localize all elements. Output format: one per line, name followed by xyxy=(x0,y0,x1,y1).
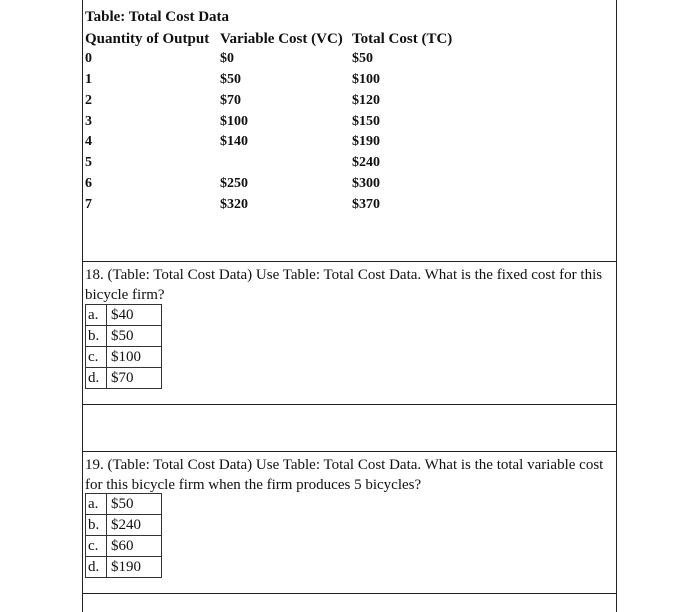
table-cell-total-cost: $240 xyxy=(352,155,380,170)
table-cell-quantity: 7 xyxy=(85,197,92,212)
answer-option-d[interactable] xyxy=(86,368,162,389)
question-18-options xyxy=(85,304,162,389)
option-text: $50 xyxy=(107,326,162,347)
option-text: $240 xyxy=(107,515,162,536)
option-text: $40 xyxy=(107,305,162,326)
option-letter: a. xyxy=(86,305,107,326)
table-cell-quantity: 0 xyxy=(85,51,92,66)
table-cell-total-cost: $50 xyxy=(352,51,373,66)
table-cell-variable-cost: $140 xyxy=(220,134,248,149)
table-cell-quantity: 6 xyxy=(85,176,92,191)
table-cell-quantity: 1 xyxy=(85,72,92,87)
divider-line xyxy=(82,593,617,594)
option-letter: d. xyxy=(86,368,107,389)
table-cell-quantity: 5 xyxy=(85,155,92,170)
question-19-options xyxy=(85,493,162,578)
answer-option-a[interactable] xyxy=(86,494,162,515)
column-header-quantity: Quantity of Output xyxy=(85,31,210,47)
left-border xyxy=(82,0,83,612)
table-cell-variable-cost: $0 xyxy=(220,51,234,66)
option-letter: c. xyxy=(86,536,107,557)
option-text: $60 xyxy=(107,536,162,557)
answer-option-c[interactable] xyxy=(86,536,162,557)
divider-line xyxy=(82,404,617,405)
divider-line xyxy=(82,451,617,452)
table-cell-quantity: 4 xyxy=(85,134,92,149)
table-cell-variable-cost: $100 xyxy=(220,114,248,129)
question-19-text: 19. (Table: Total Cost Data) Use Table: Total Cost Data. What is the total variable cost for this bicycle firm when the firm produces 5 bicycles? xyxy=(85,457,604,493)
answer-option-b[interactable] xyxy=(86,515,162,536)
option-letter: a. xyxy=(86,494,107,515)
table-title: Table: Total Cost Data xyxy=(85,9,230,25)
right-border xyxy=(616,0,617,612)
table-cell-quantity: 3 xyxy=(85,114,92,129)
divider-line xyxy=(82,261,617,262)
answer-option-a[interactable] xyxy=(86,305,162,326)
option-letter: b. xyxy=(86,326,107,347)
answer-option-b[interactable] xyxy=(86,326,162,347)
table-cell-total-cost: $190 xyxy=(352,134,380,149)
table-cell-variable-cost: $50 xyxy=(220,72,241,87)
option-letter: c. xyxy=(86,347,107,368)
option-letter: d. xyxy=(86,557,107,578)
table-cell-variable-cost: $250 xyxy=(220,176,248,191)
answer-option-d[interactable] xyxy=(86,557,162,578)
option-text: $70 xyxy=(107,368,162,389)
table-cell-variable-cost: $70 xyxy=(220,93,241,108)
table-cell-total-cost: $370 xyxy=(352,197,380,212)
option-text: $50 xyxy=(107,494,162,515)
column-header-total-cost: Total Cost (TC) xyxy=(352,31,453,47)
table-cell-total-cost: $120 xyxy=(352,93,380,108)
column-header-variable-cost: Variable Cost (VC) xyxy=(220,31,343,47)
option-letter: b. xyxy=(86,515,107,536)
table-cell-variable-cost: $320 xyxy=(220,197,248,212)
table-cell-total-cost: $100 xyxy=(352,72,380,87)
table-cell-quantity: 2 xyxy=(85,93,92,108)
question-18-text: 18. (Table: Total Cost Data) Use Table: Total Cost Data. What is the fixed cost for this bicycle firm? xyxy=(85,267,603,303)
answer-option-c[interactable] xyxy=(86,347,162,368)
table-cell-total-cost: $150 xyxy=(352,114,380,129)
option-text: $100 xyxy=(107,347,162,368)
option-text: $190 xyxy=(107,557,162,578)
table-cell-total-cost: $300 xyxy=(352,176,380,191)
